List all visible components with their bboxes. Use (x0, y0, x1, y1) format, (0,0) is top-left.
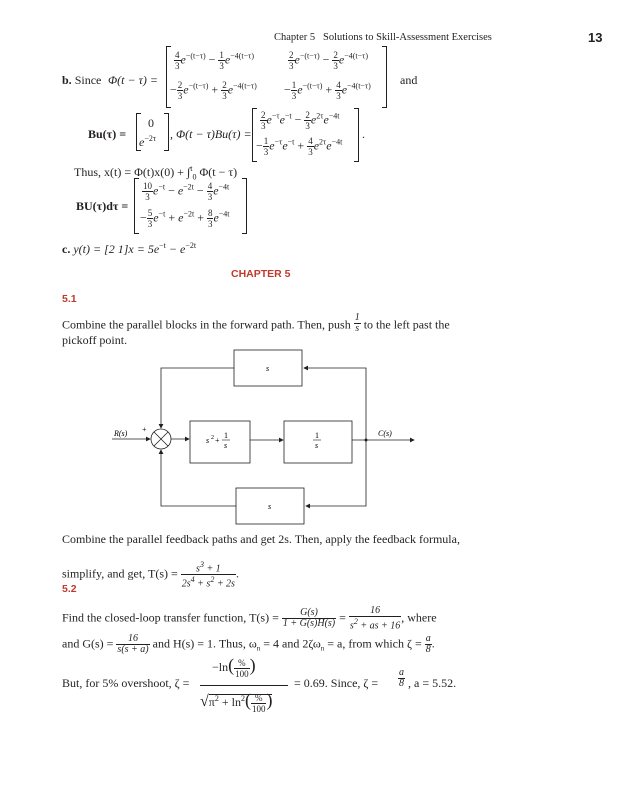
part-c-text: y(t) = [2 1]x = 5e (73, 242, 160, 256)
plus-sign: + (142, 425, 147, 434)
phi-bu-label: , Φ(t − τ)Bu(τ) = (170, 127, 252, 141)
s51-line1-tail: to the left past the (363, 317, 450, 332)
page-number: 13 (588, 30, 603, 45)
s52-line2-a: and G(s) = (62, 636, 114, 651)
phi-label: Φ(t − τ) = (108, 73, 158, 87)
where-word: where (407, 610, 437, 625)
s51-line2: pickoff point. (62, 333, 128, 347)
svg-text:s: s (206, 436, 210, 445)
svg-text:+: + (215, 436, 220, 445)
input-label: R(s) (114, 429, 128, 438)
s51-line1-text: Combine the parallel blocks in the forward path. Then, push (62, 317, 351, 332)
zeta-fraction-bar (200, 685, 288, 686)
zeta-denominator: $√\pi^2 + \ln^2$( $\frac{\%}{100}$ ) (200, 690, 273, 714)
phibu-entry-1: $\frac{2}{3}$ $e^{-\tau}e^{-t}$ − $\frac{2}{3}$ $e^{2\tau}e^{-4t}$ (261, 110, 340, 131)
bu-label: Bu(τ) = (88, 127, 127, 141)
s52-line2: and G(s) = $\frac{16}{s(s + a)}$ and H(s) = 1. Thus, $\omega_n = 4$ and $2\zeta\omega_n = a$, from which ζ = $\frac{a}{8}$ . (62, 633, 435, 655)
budt-entry-1: $\frac{10}{3}$ $e^{-t} - e^{-2t}$ − $\frac{4}{3}$ $e^{-4t}$ (143, 181, 230, 202)
svg-text:1: 1 (224, 431, 228, 440)
phi-entry-22: − $\frac{1}{3}$ $e^{-(t-\tau)}$ + $\frac{4}{3}$ $e^{-4(t-\tau)}$ (284, 80, 371, 101)
phi-entry-12: $\frac{2}{3}$ $e^{-(t-\tau)}$ − $\frac{2}{3}$ $e^{-4(t-\tau)}$ (289, 50, 369, 71)
svg-text:s: s (224, 441, 228, 450)
part-b-label: b. (62, 73, 72, 87)
forward-block (190, 421, 250, 463)
zeta-numerator: −ln( $\frac{\%}{100}$ ) (212, 655, 256, 679)
thus-tail: Φ(t − τ) (199, 165, 238, 179)
s52-line2-d: = a, from which ζ = (327, 636, 422, 651)
s52-line3-b: = 0.69. Since, ζ = (294, 676, 379, 690)
phi-entry-21: − $\frac{2}{3}$ $e^{-(t-\tau)}$ + $\frac{2}{3}$ $e^{-4(t-\tau)}$ (170, 80, 257, 101)
s52-line2-b: and H(s) = 1. Thus, ω (152, 636, 257, 651)
header-title: Solutions to Skill-Assessment Exercises (323, 32, 492, 43)
bu-entry-1: 0 (148, 116, 154, 130)
section-5-2: 5.2 (62, 583, 77, 595)
s52-line2-c: = 4 and 2ζω (263, 636, 321, 651)
s52-line1: Find the closed-loop transfer function, T(s) = $\frac{G(s)}{1 + G(s)H(s)}$ = $\frac{16}{s^2 + as + 16}$ , where (62, 605, 437, 632)
phibu-entry-2: − $\frac{1}{3}$ $e^{-\tau}e^{-t}$ + $\frac{4}{3}$ $e^{2\tau}e^{-4t}$ (256, 136, 343, 157)
and-word: and (400, 73, 418, 87)
period: . (362, 127, 365, 141)
svg-text:2: 2 (211, 435, 214, 441)
part-c-label: c. (62, 242, 71, 256)
s52-line3-a: But, for 5% overshoot, ζ = (62, 676, 190, 690)
budt-label: BU(τ)dτ = (76, 199, 129, 213)
top-block-label: s (266, 364, 270, 373)
s52-line1-text: Find the closed-loop transfer function, T(s) = (62, 610, 279, 625)
budt-entry-2: − $\frac{5}{3}$ $e^{-t} + e^{-2t}$ + $\frac{8}{3}$ $e^{-4t}$ (140, 208, 230, 229)
header-chapter: Chapter 5 (274, 32, 316, 43)
thus-text: Thus, x(t) = Φ(t)x(0) + ∫ (74, 165, 191, 179)
section-5-1: 5.1 (62, 293, 77, 305)
output-label: C(s) (378, 429, 392, 438)
phi-entry-11: $\frac{4}{3}$ $e^{-(t-\tau)}$ − $\frac{1}{3}$ $e^{-4(t-\tau)}$ (175, 50, 255, 71)
since-word: Since (74, 73, 102, 87)
chapter-heading: CHAPTER 5 (231, 268, 291, 280)
svg-text:s: s (315, 441, 319, 450)
zeta-a-over-8: $\frac{a}{8}$ (399, 667, 404, 689)
thus-line: Thus, x(t) = Φ(t)x(0) + ∫$^t_0$ Φ(t − τ) (74, 164, 238, 182)
part-c-mid: − e (165, 242, 186, 256)
forward-block-label (206, 431, 230, 450)
s51-line1: Combine the parallel blocks in the forward path. Then, push $\frac{1}{s}$ to the left past the (62, 312, 450, 334)
part-c-exp2: −2t (185, 241, 197, 250)
svg-text:1: 1 (315, 431, 319, 440)
bu-entry-2: $e^{-2\tau}$ (139, 134, 157, 149)
s51-after2-text: simplify, and get, T(s) = (62, 566, 178, 581)
s51-after1: Combine the parallel feedback paths and get 2s. Then, apply the feedback formula, (62, 532, 460, 546)
s51-after2: simplify, and get, T(s) = $\frac{s^3 + 1}{2s^4 + s^2 + 2s}$ . (62, 560, 239, 590)
bottom-block-label: s (268, 502, 272, 511)
s52-line3-c: , a = 5.52. (408, 676, 457, 690)
part-c-exp1: −t (159, 241, 166, 250)
integrator-label (313, 431, 321, 450)
